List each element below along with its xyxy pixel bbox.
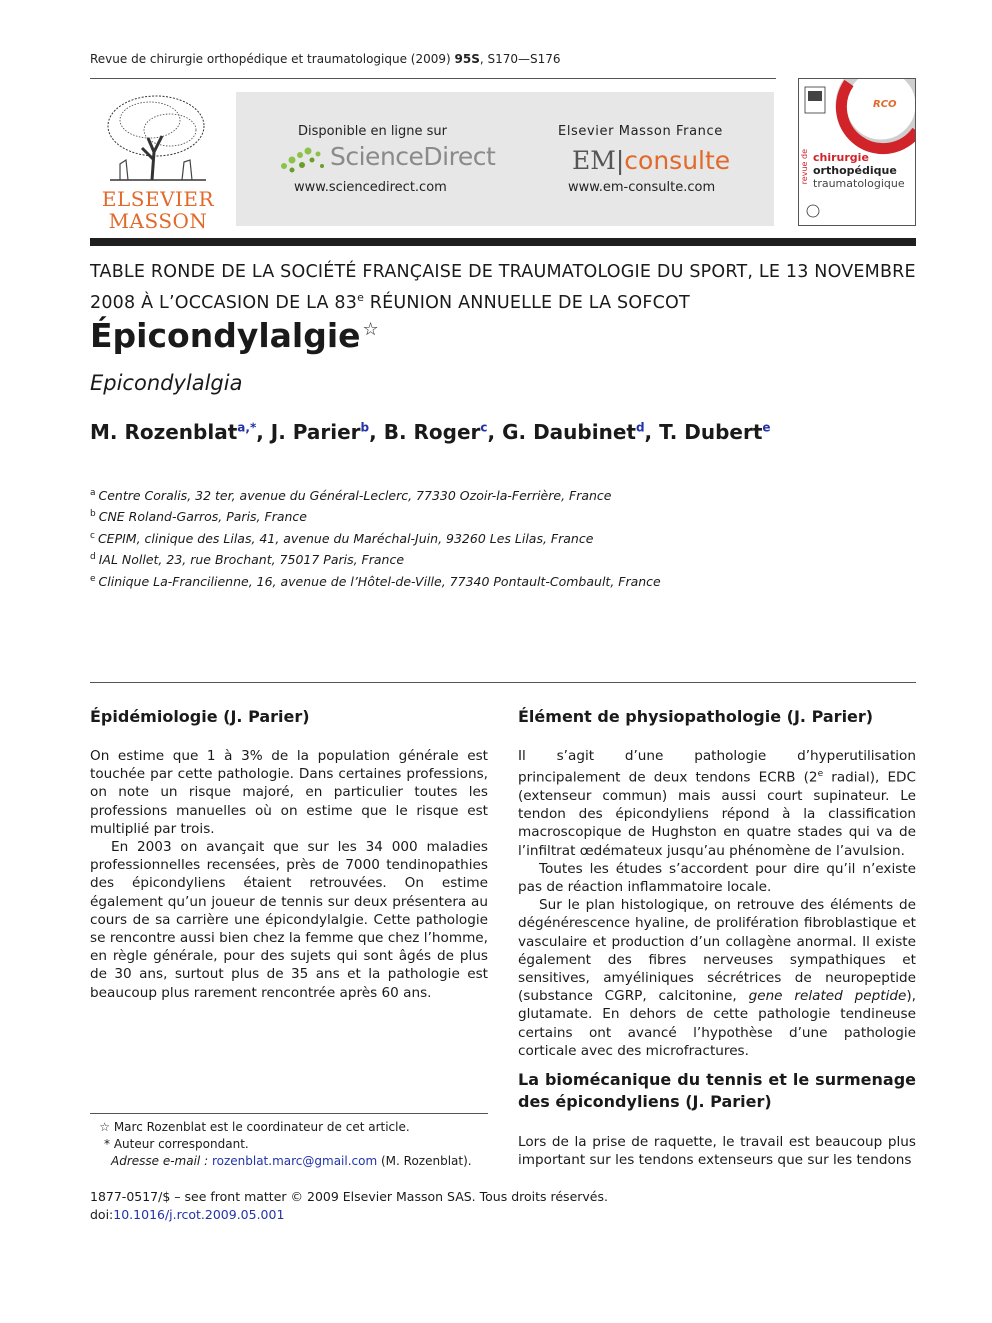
author-name: B. Roger: [383, 420, 481, 444]
affiliation-text: CEPIM, clinique des Lilas, 41, avenue du Maréchal-Juin, 93260 Les Lilas, France: [97, 531, 594, 547]
paragraph: Lors de la prise de raquette, le travail est beaucoup plus important sur les tendons extenseurs que sur les tendons: [518, 1134, 916, 1169]
journal-reference: [90, 52, 561, 66]
author-affiliation-link[interactable]: b: [360, 420, 370, 435]
publisher-logo-text: ELSEVIER MASSON: [101, 187, 215, 233]
ordinal-sup: e: [357, 291, 365, 304]
affiliation-item: [90, 548, 661, 569]
title-separator: [90, 238, 916, 246]
em-logo-part1: EM: [572, 146, 616, 175]
author-name: T. Dubert: [659, 420, 763, 444]
affiliation-text: CNE Roland-Garros, Paris, France: [98, 509, 307, 525]
email-link[interactable]: rozenblat.marc@gmail.com: [211, 1154, 378, 1168]
session-heading-line2-b: RÉUNION ANNUELLE DE LA SOFCOT: [364, 292, 690, 313]
footnote-corresponding: [90, 1136, 488, 1153]
issn-line: 1877-0517/$ – see front matter © 2009 Elsevier Masson SAS. Tous droits réservés.: [90, 1189, 608, 1204]
paragraph-text: ), glutamate. En dehors de cette pathologie tendineuse certains ont avancé l’hypothèse d’une pathologie corticale avec des microfractures.: [518, 988, 916, 1059]
author-list: [90, 420, 771, 444]
elsevier-masson-logo: [90, 90, 226, 233]
session-heading: [90, 260, 916, 316]
title-footnote-star-icon[interactable]: ☆: [362, 319, 379, 340]
paragraph-text: Sur le plan histologique, on retrouve des éléments de dégénérescence hyaline, de prolifération fibroblastique et vasculaire et production d’un collagène anormal. Il existe également des fibres nerveuses sympathiques et sensitives, amyéliniques sécrétrices de neuropeptide (substance CGRP, calcitonine,: [518, 897, 916, 1005]
footnote-text: Auteur correspondant.: [113, 1137, 249, 1151]
sd-available-label: Disponible en ligne sur: [298, 124, 448, 139]
journal-pages: , S170—S176: [479, 52, 561, 66]
doi-line: [90, 1206, 608, 1224]
sciencedirect-name: ScienceDirect: [330, 142, 496, 171]
affiliation-item: [90, 484, 661, 505]
affiliation-marker: e: [90, 573, 96, 584]
author-name: M. Rozenblat: [90, 420, 238, 444]
affiliation-marker: a: [90, 488, 96, 498]
affiliation-list: [90, 484, 661, 591]
publication-info: [90, 1188, 608, 1224]
body-separator: [90, 682, 916, 683]
ordinal-sup: e: [817, 769, 824, 780]
footnote-email: [90, 1153, 488, 1170]
doi-label: doi:: [90, 1207, 114, 1222]
cover-vertical-text: revue de: [800, 149, 809, 185]
online-availability-banner: [236, 92, 774, 226]
paragraph: [518, 747, 916, 860]
doi-link[interactable]: 10.1016/j.rcot.2009.05.001: [113, 1207, 285, 1222]
paragraph: [518, 896, 916, 1060]
cover-title-line3: traumatologique: [813, 177, 905, 190]
journal-volume: 95S: [454, 52, 480, 66]
footnotes: [90, 1119, 488, 1170]
author-name: G. Daubinet: [502, 420, 636, 444]
author-separator: ,: [644, 420, 660, 444]
author-affiliation-link[interactable]: e: [762, 420, 771, 435]
author-affiliation-link[interactable]: d: [635, 420, 645, 435]
em-consulte-url[interactable]: www.em-consulte.com: [568, 180, 716, 195]
affiliation-item: [90, 570, 661, 591]
footnote-star-icon: ☆: [99, 1120, 110, 1134]
affiliation-item: [90, 505, 661, 526]
cover-title: [813, 151, 905, 190]
right-column-body: [518, 747, 916, 1060]
cover-title-line1: chirurgie: [813, 151, 869, 164]
section-heading-physiopathology: Élément de physiopathologie (J. Parier): [518, 707, 874, 726]
author-separator: ,: [369, 420, 384, 444]
footnote-text: Marc Rozenblat est le coordinateur de cet article.: [113, 1120, 410, 1134]
cover-title-line2: orthopédique: [813, 164, 897, 177]
affiliation-text: IAL Nollet, 23, rue Brochant, 75017 Paris, France: [98, 552, 405, 568]
journal-name: Revue de chirurgie orthopédique et traumatologique (2009): [90, 52, 451, 66]
author-name: J. Parier: [270, 420, 361, 444]
footnote-coordinator: [90, 1119, 488, 1136]
author-separator: ,: [487, 420, 503, 444]
affiliation-marker: b: [90, 509, 96, 520]
paragraph-text: radial), EDC (extenseur commun) mais aussi court supinateur. Le tendon des épicondyliens répond à la classification macroscopique de Hughston en quatre stades qui va de l’infiltrat œdémateux jusqu’au phénomène de l’avulsion.: [518, 769, 916, 859]
em-consulte-block[interactable]: [526, 92, 774, 226]
email-suffix: (M. Rozenblat).: [381, 1154, 472, 1168]
author-separator: ,: [256, 420, 271, 444]
article-subtitle: Epicondylalgia: [90, 371, 243, 395]
cover-badge: RCO: [873, 99, 897, 110]
session-heading-line2: [90, 285, 916, 316]
sciencedirect-block[interactable]: [236, 92, 506, 226]
paragraph-italic-text: gene related peptide: [748, 988, 907, 1005]
sciencedirect-url[interactable]: www.sciencedirect.com: [294, 180, 447, 195]
header-rule: [90, 78, 776, 79]
affiliation-item: [90, 527, 661, 548]
session-heading-line1: TABLE RONDE DE LA SOCIÉTÉ FRANÇAISE DE TRAUMATOLOGIE DU SPORT, LE 13 NOVEMBRE: [90, 262, 916, 282]
session-heading-line2-a: 2008 À L’OCCASION DE LA 83: [90, 292, 358, 313]
paragraph: Toutes les études s’accordent pour dire qu’il n’existe pas de réaction inflammatoire locale.: [518, 860, 916, 895]
sciencedirect-dots-icon: [278, 144, 328, 178]
affiliation-marker: c: [90, 530, 95, 541]
section-heading-biomechanics: La biomécanique du tennis et le surmenage des épicondyliens (J. Parier): [518, 1070, 916, 1111]
footnote-asterisk-icon: *: [104, 1137, 110, 1151]
paragraph: On estime que 1 à 3% de la population générale est touchée par cette pathologie. Dans certaines professions, on note un risque majoré, en particulier toutes les professions manuelles où on estime que le risque est multiplié par trois.: [90, 748, 488, 837]
affiliation-marker: d: [90, 552, 96, 563]
section-heading-epidemiology: Épidémiologie (J. Parier): [90, 707, 310, 726]
email-label: Adresse e-mail :: [111, 1154, 209, 1168]
paragraph: En 2003 on avançait que sur les 34 000 maladies professionnelles recensées, près de 7000 tendinopathies des épicondyliens étaient retrouvées. On estime également qu’un joueur de tennis sur deux présentera au cours de sa carrière une épicondylalgie. Cette pathologie se rencontre aussi bien chez la femme que chez l’homme, en règle générale, pour des sujets qui sont âgés de plus de 30 ans, surtout plus de 35 ans et la pathologie est beaucoup plus rarement rencontrée après 60 ans.: [90, 839, 488, 1001]
paragraph-text: Il s’agit d’une pathologie d’hyperutilisation principalement de deux tendons ECRB (2: [518, 748, 916, 786]
article-title: [90, 316, 379, 355]
em-consulte-logo: [572, 146, 730, 175]
elsevier-tree-icon: [90, 90, 226, 184]
article-title-text: Épicondylalgie: [90, 316, 361, 355]
right-column-body-2: [518, 1133, 916, 1169]
author-affiliation-link[interactable]: c: [480, 420, 488, 435]
sciencedirect-logo: [278, 144, 498, 178]
em-logo-part2: consulte: [624, 146, 731, 175]
footnote-rule: [90, 1113, 488, 1114]
affiliation-text: Centre Coralis, 32 ter, avenue du Général-Leclerc, 77330 Ozoir-la-Ferrière, France: [98, 488, 612, 504]
author-affiliation-link[interactable]: a,*: [237, 420, 257, 435]
left-column-body: [90, 747, 488, 1002]
affiliation-text: Clinique La-Francilienne, 16, avenue de l’Hôtel-de-Ville, 77340 Pontault-Combault, France: [98, 573, 661, 589]
journal-cover: [798, 78, 916, 226]
em-company-name: Elsevier Masson France: [558, 124, 723, 139]
em-logo-divider: |: [615, 146, 625, 175]
